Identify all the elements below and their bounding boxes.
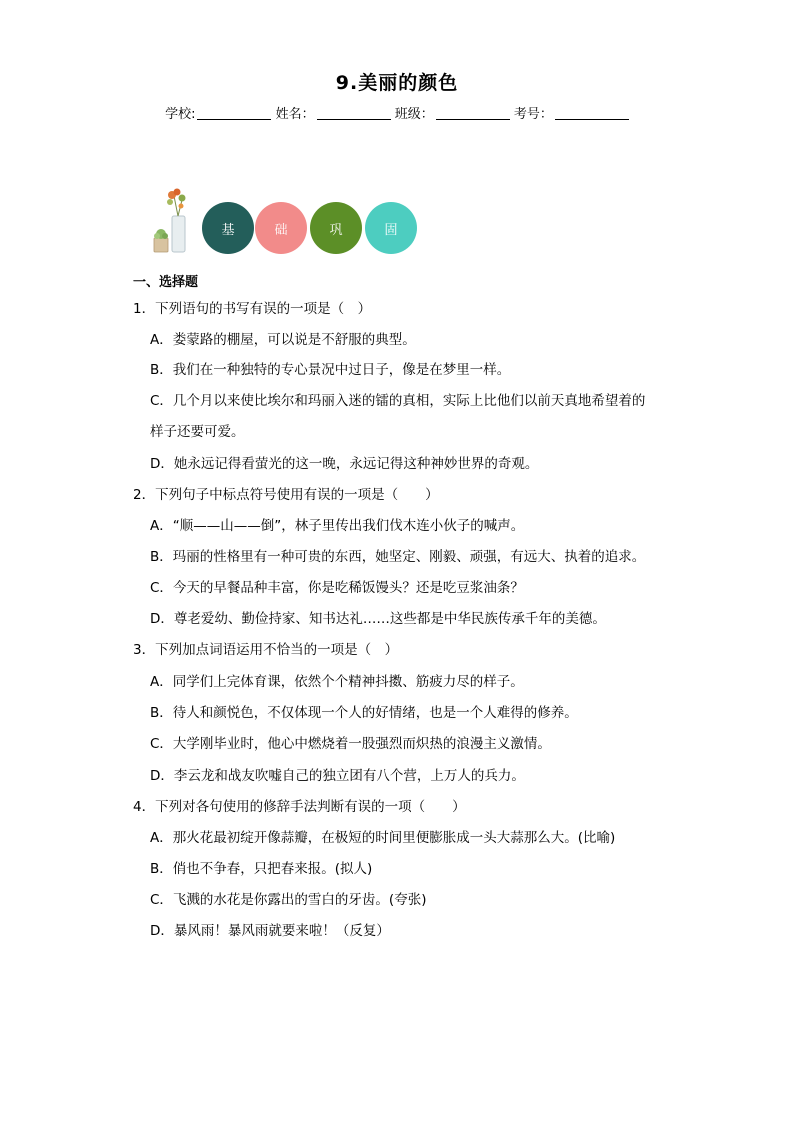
- question-3-option-c: C．大学刚毕业时，他心中燃烧着一股强烈而炽热的浪漫主义激情。: [150, 736, 551, 752]
- question-1-option-d: D．她永远记得看萤光的这一晚，永远记得这种神妙世界的奇观。: [150, 456, 539, 472]
- question-2-option-d: D．尊老爱幼、勤俭持家、知书达礼……这些都是中华民族传承千年的美德。: [150, 611, 606, 627]
- section-banner: [148, 186, 438, 258]
- plant-vase-icon: [148, 186, 198, 258]
- question-1-option-a: A．娄蒙路的棚屋，可以说是不舒服的典型。: [150, 332, 416, 348]
- page-title: 9.美丽的颜色: [335, 72, 459, 94]
- school-label: 学校:: [165, 107, 196, 122]
- exam-number-label: 考号：: [513, 107, 553, 122]
- question-3-option-a: A．同学们上完体育课，依然个个精神抖擞、筋疲力尽的样子。: [150, 674, 524, 690]
- question-2-option-b: B．玛丽的性格里有一种可贵的东西，她坚定、刚毅、顽强，有远大、执着的追求。: [150, 549, 646, 565]
- section-title: 一、选择题: [133, 275, 199, 290]
- name-label: 姓名：: [275, 107, 315, 122]
- exam-number-blank: [555, 107, 629, 120]
- question-1-stem: 1．下列语句的书写有误的一项是（ ）: [133, 301, 372, 317]
- class-label: 班级：: [394, 107, 434, 122]
- question-2-option-c: C．今天的早餐品种丰富，你是吃稀饭馒头？还是吃豆浆油条？: [150, 580, 524, 596]
- school-blank: [197, 107, 271, 120]
- question-3-stem: 3．下列加点词语运用不恰当的一项是（ ）: [133, 642, 399, 658]
- question-4-option-b: B．俏也不争春，只把春来报。(拟人): [150, 861, 373, 877]
- question-1-option-c: C．几个月以来使比埃尔和玛丽入迷的镭的真相，实际上比他们以前天真地希望着的: [150, 393, 646, 409]
- banner-circle-gong: 巩: [310, 202, 362, 254]
- question-4-option-a: A．那火花最初绽开像蒜瓣，在极短的时间里便膨胀成一头大蒜那么大。(比喻): [150, 830, 616, 846]
- banner-circle-chu: 础: [255, 202, 307, 254]
- question-3-option-d: D．李云龙和战友吹嘘自己的独立团有八个营，上万人的兵力。: [150, 768, 525, 784]
- question-1-option-c-continued: 样子还要可爱。: [150, 424, 245, 440]
- student-info-line: [0, 103, 794, 122]
- question-4-stem: 4．下列对各句使用的修辞手法判断有误的一项（ ）: [133, 799, 466, 815]
- question-4-option-c: C．飞溅的水花是你露出的雪白的牙齿。(夸张): [150, 892, 427, 908]
- question-1-option-b: B．我们在一种独特的专心景况中过日子，像是在梦里一样。: [150, 362, 511, 378]
- question-3-option-b: B．待人和颜悦色，不仅体现一个人的好情绪，也是一个人难得的修养。: [150, 705, 578, 721]
- class-blank: [436, 107, 510, 120]
- banner-circle-ji: 基: [202, 202, 254, 254]
- name-blank: [317, 107, 391, 120]
- banner-circle-gu: 固: [365, 202, 417, 254]
- question-2-option-a: A．“顺——山——倒”，林子里传出我们伐木连小伙子的喊声。: [150, 518, 525, 534]
- question-2-stem: 2．下列句子中标点符号使用有误的一项是（ ）: [133, 487, 439, 503]
- question-4-option-d: D．暴风雨！暴风雨就要来啦！（反复）: [150, 923, 390, 939]
